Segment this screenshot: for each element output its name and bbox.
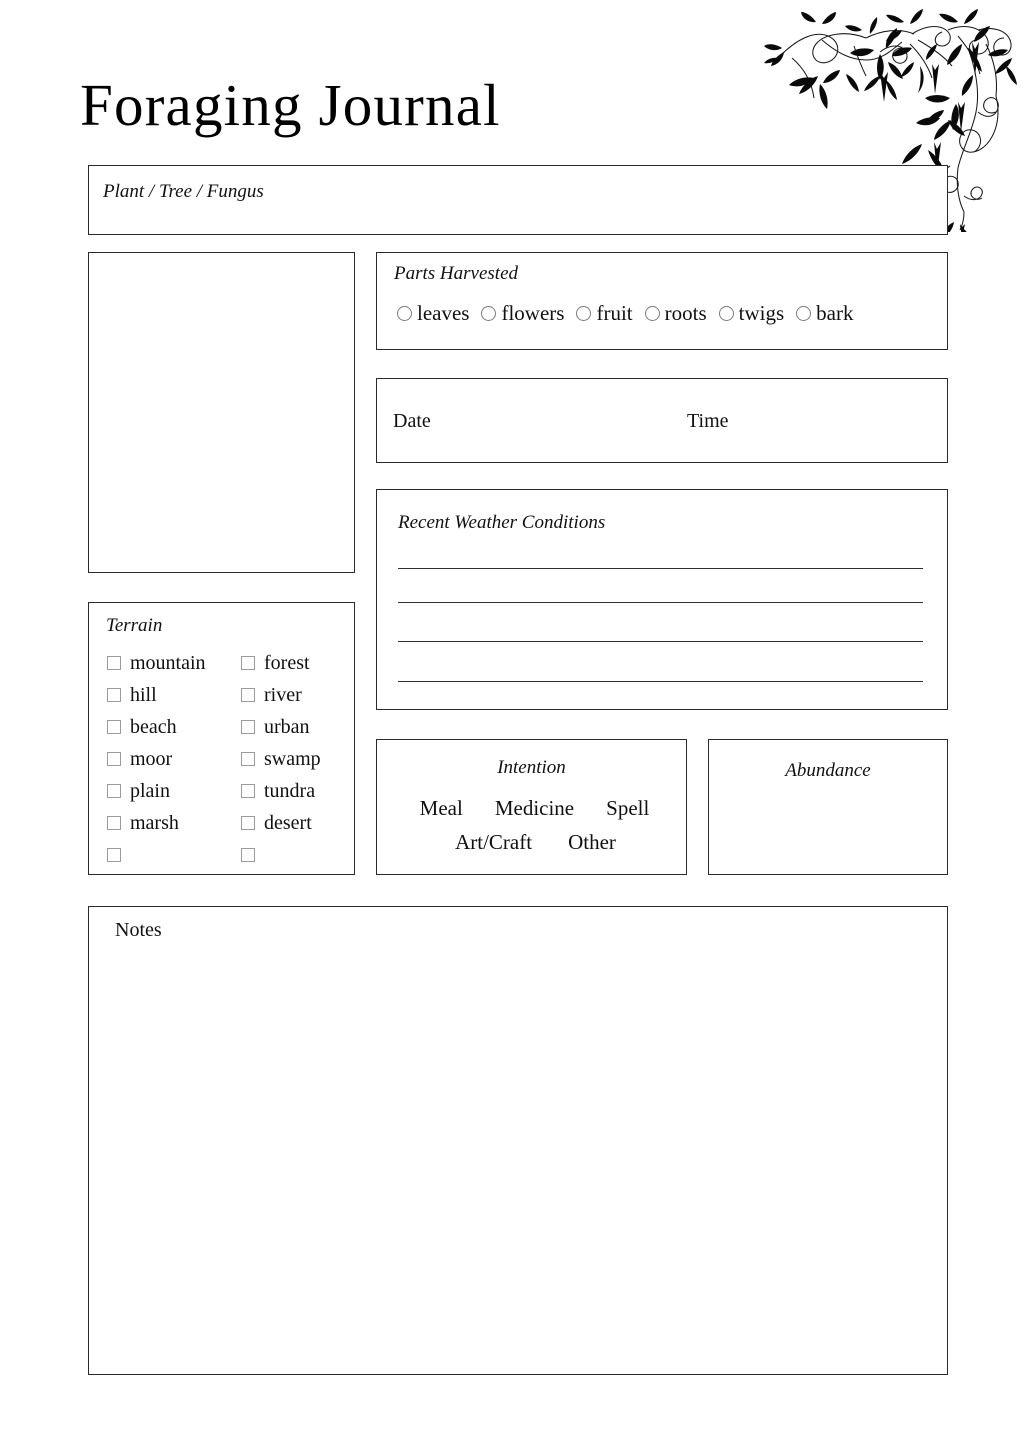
checkbox-icon[interactable] xyxy=(107,656,121,670)
terrain-option-plain[interactable]: plain xyxy=(107,775,237,807)
parts-option-bark[interactable]: bark xyxy=(796,301,853,326)
radio-circle-icon[interactable] xyxy=(645,306,660,321)
notes-section[interactable] xyxy=(88,906,948,1375)
intention-label: Intention xyxy=(497,757,566,778)
radio-circle-icon[interactable] xyxy=(481,306,496,321)
recent-weather-label: Recent Weather Conditions xyxy=(398,512,606,533)
intention-options-row-2 xyxy=(377,830,686,855)
checkbox-icon[interactable] xyxy=(107,752,121,766)
date-time-section[interactable] xyxy=(376,378,948,463)
notes-label: Notes xyxy=(115,919,162,941)
terrain-label: Terrain xyxy=(106,615,163,636)
date-label: Date xyxy=(393,410,431,432)
sketch-photo-field[interactable] xyxy=(88,252,355,573)
intention-option-other[interactable]: Other xyxy=(568,830,616,854)
parts-option-leaves[interactable]: leaves xyxy=(397,301,469,326)
checkbox-icon[interactable] xyxy=(241,848,255,862)
radio-circle-icon[interactable] xyxy=(397,306,412,321)
terrain-option-desert[interactable]: desert xyxy=(241,807,351,839)
weather-write-line[interactable] xyxy=(398,681,923,682)
terrain-option-blank-left[interactable] xyxy=(107,839,237,871)
terrain-option-moor[interactable]: moor xyxy=(107,743,237,775)
weather-write-line[interactable] xyxy=(398,641,923,642)
terrain-option-river[interactable]: river xyxy=(241,679,351,711)
time-label: Time xyxy=(687,410,729,432)
terrain-option-hill[interactable]: hill xyxy=(107,679,237,711)
weather-write-line[interactable] xyxy=(398,602,923,603)
intention-option-medicine[interactable]: Medicine xyxy=(494,796,575,820)
plant-name-field[interactable] xyxy=(88,165,948,235)
page-title: Foraging Journal xyxy=(80,72,501,138)
checkbox-icon[interactable] xyxy=(107,816,121,830)
checkbox-icon[interactable] xyxy=(107,688,121,702)
terrain-option-blank-right[interactable] xyxy=(241,839,351,871)
terrain-column-left xyxy=(107,647,237,871)
plant-name-label: Plant / Tree / Fungus xyxy=(103,181,264,202)
terrain-option-urban[interactable]: urban xyxy=(241,711,351,743)
radio-circle-icon[interactable] xyxy=(719,306,734,321)
radio-circle-icon[interactable] xyxy=(796,306,811,321)
parts-harvested-options xyxy=(397,301,937,326)
weather-write-line[interactable] xyxy=(398,568,923,569)
intention-option-art-craft[interactable]: Art/Craft xyxy=(455,830,533,854)
parts-option-roots[interactable]: roots xyxy=(645,301,707,326)
abundance-section[interactable] xyxy=(708,739,948,875)
terrain-column-right xyxy=(241,647,351,871)
checkbox-icon[interactable] xyxy=(107,848,121,862)
parts-option-twigs[interactable]: twigs xyxy=(719,301,785,326)
checkbox-icon[interactable] xyxy=(241,784,255,798)
recent-weather-section xyxy=(376,489,948,710)
parts-option-flowers[interactable]: flowers xyxy=(481,301,564,326)
parts-option-fruit[interactable]: fruit xyxy=(576,301,632,326)
checkbox-icon[interactable] xyxy=(241,720,255,734)
checkbox-icon[interactable] xyxy=(241,752,255,766)
terrain-option-beach[interactable]: beach xyxy=(107,711,237,743)
checkbox-icon[interactable] xyxy=(241,656,255,670)
abundance-label: Abundance xyxy=(785,760,871,781)
parts-harvested-label: Parts Harvested xyxy=(394,263,519,284)
terrain-option-forest[interactable]: forest xyxy=(241,647,351,679)
parts-harvested-section xyxy=(376,252,948,350)
terrain-section xyxy=(88,602,355,875)
checkbox-icon[interactable] xyxy=(241,688,255,702)
checkbox-icon[interactable] xyxy=(107,720,121,734)
intention-option-spell[interactable]: Spell xyxy=(606,796,650,820)
terrain-option-swamp[interactable]: swamp xyxy=(241,743,351,775)
checkbox-icon[interactable] xyxy=(241,816,255,830)
terrain-option-mountain[interactable]: mountain xyxy=(107,647,237,679)
terrain-option-tundra[interactable]: tundra xyxy=(241,775,351,807)
intention-option-meal[interactable]: Meal xyxy=(419,796,463,820)
checkbox-icon[interactable] xyxy=(107,784,121,798)
radio-circle-icon[interactable] xyxy=(576,306,591,321)
intention-options-row-1 xyxy=(377,796,686,821)
terrain-option-marsh[interactable]: marsh xyxy=(107,807,237,839)
intention-section xyxy=(376,739,687,875)
